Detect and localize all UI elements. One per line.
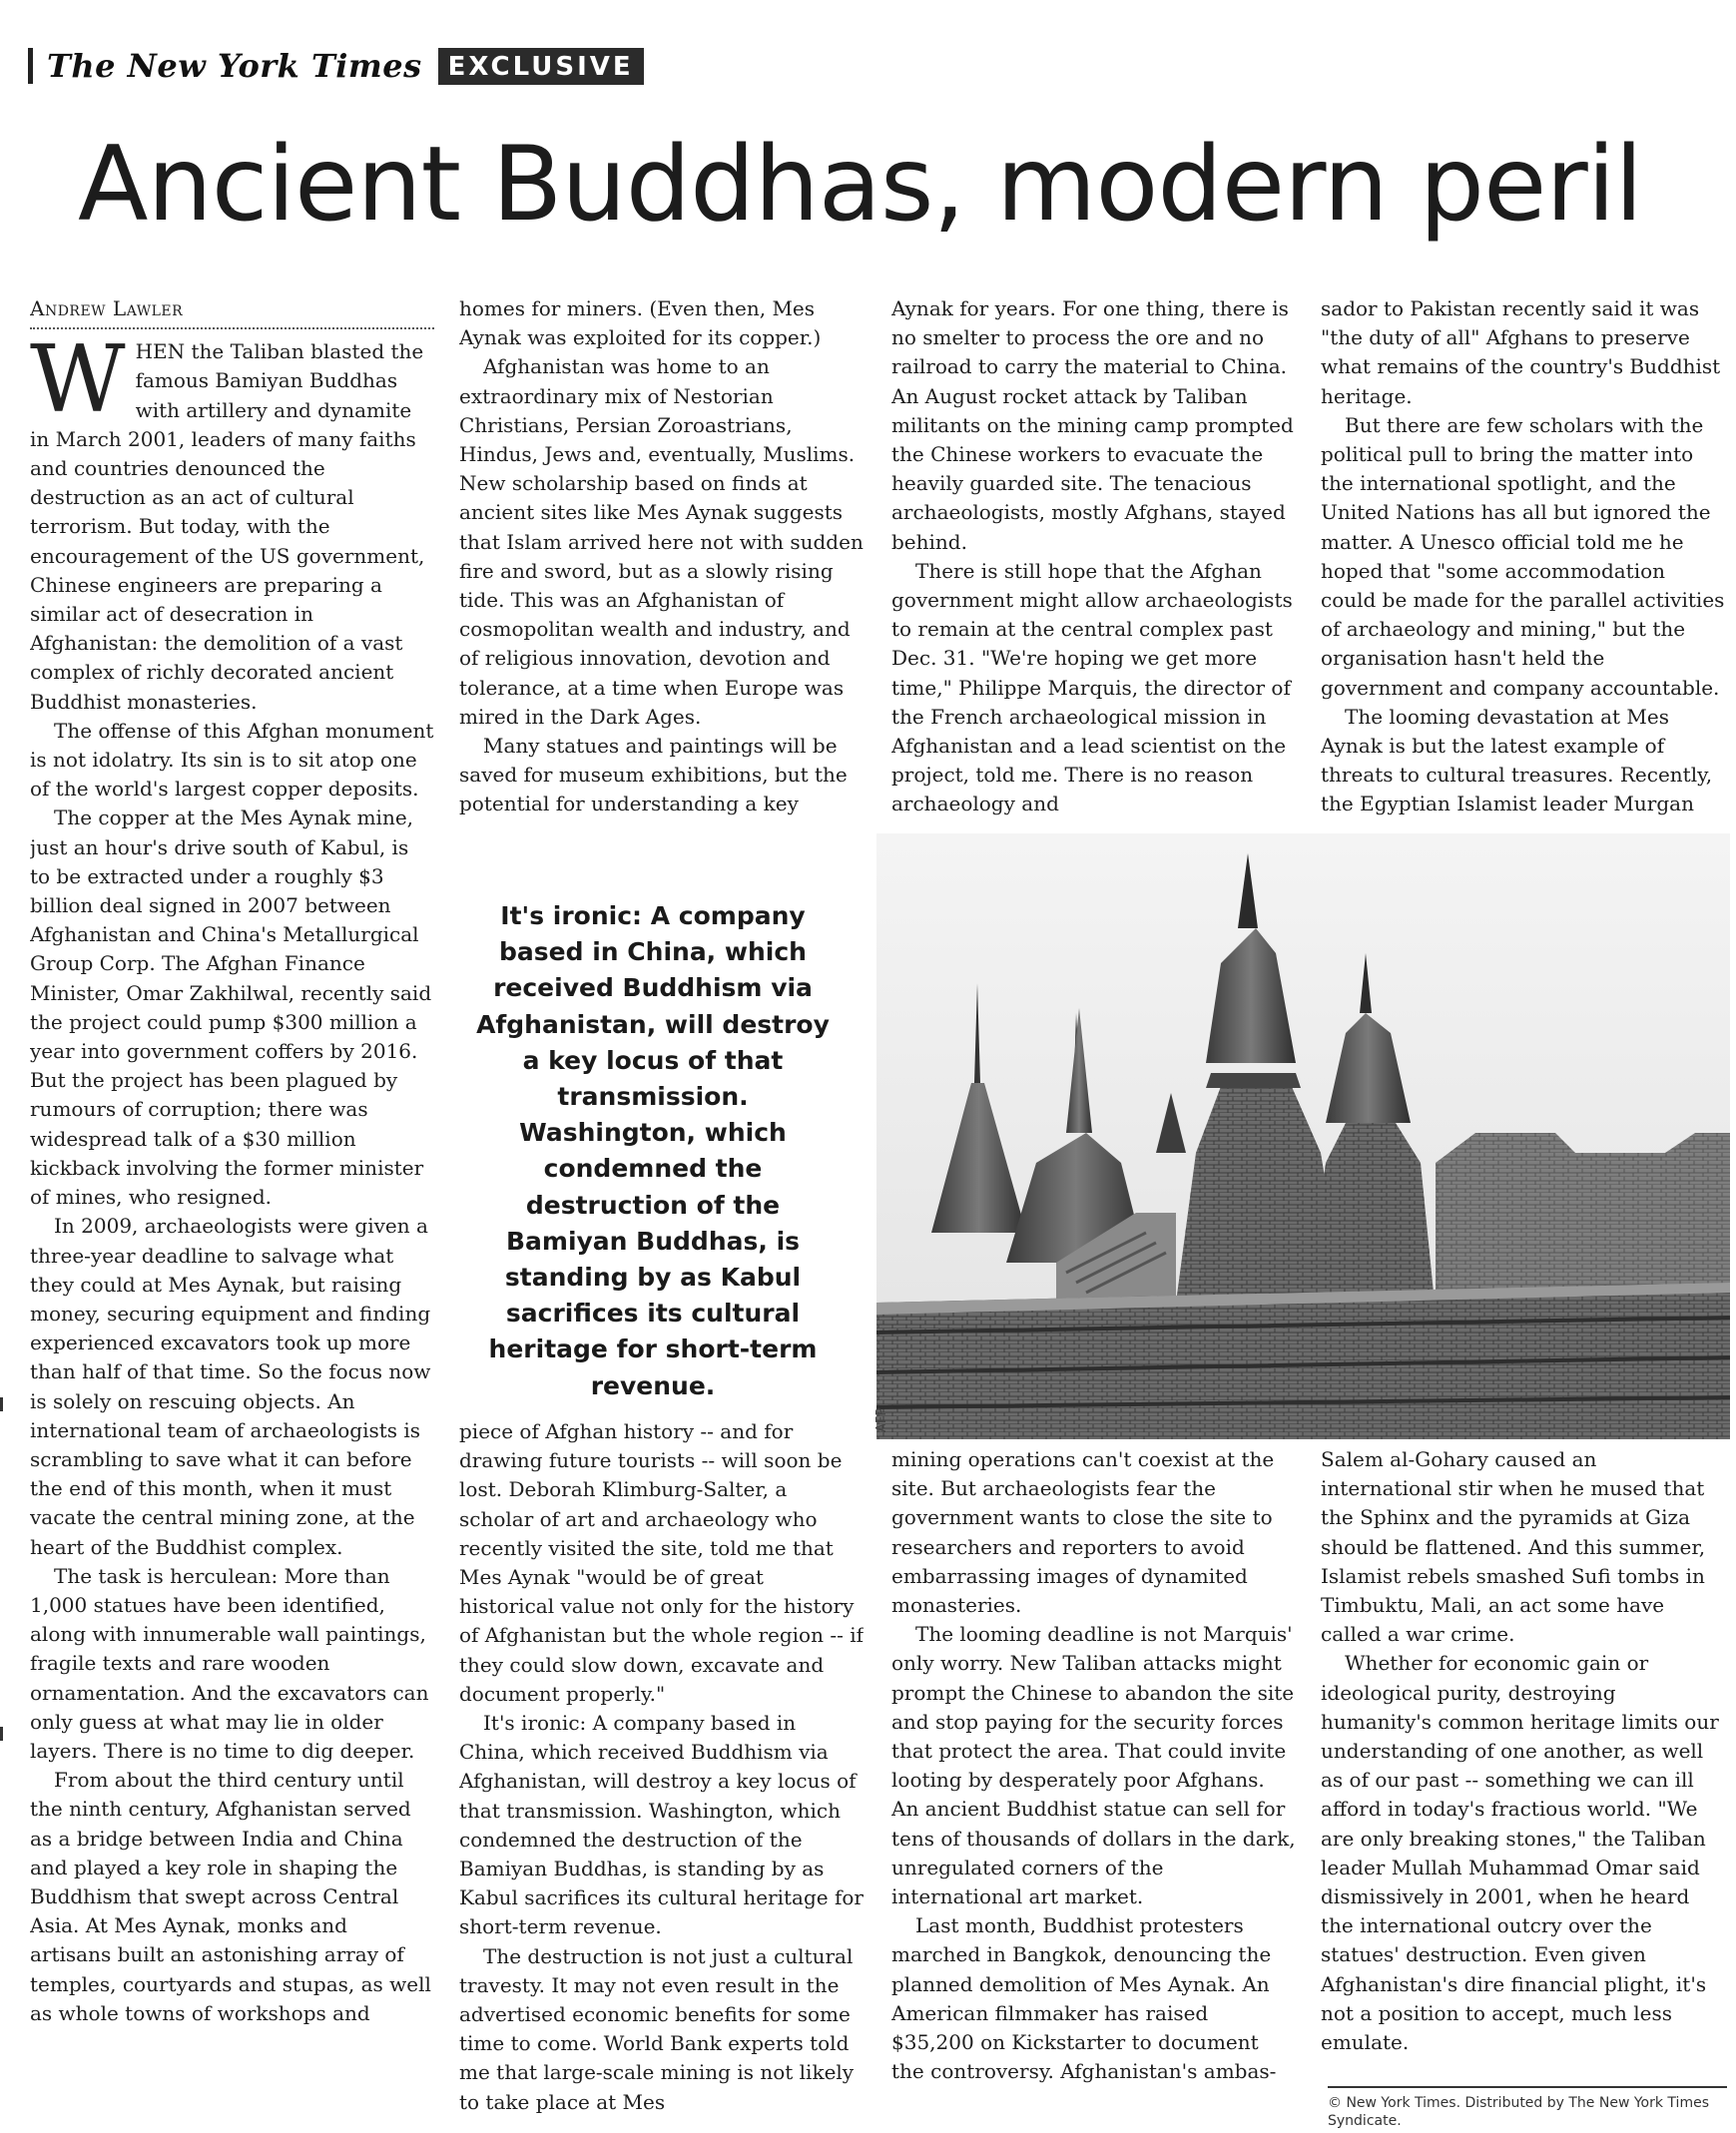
page-edge-mark	[0, 1727, 3, 1741]
article-column-3-bottom	[891, 1445, 1296, 2133]
paragraph: Afghanistan was home to an extraordinary mix of Nestorian Christians, Persian Zoroastrians, Hindus, Jews and, eventually, Muslims. New scholarship based on finds at ancient sites like Mes Aynak suggests that Islam arrived here not with sudden fire and sword, but as a slowly rising tide. This was an Afghanistan of cosmopolitan wealth and industry, and of religious innovation, devotion and tolerance, at a time when Europe was mired in the Dark Ages.	[459, 354, 864, 729]
photo-credit-text: AFP	[874, 1407, 889, 1432]
article-column-3-top	[891, 294, 1296, 828]
paragraph: The copper at the Mes Aynak mine, just an hour's drive south of Kabul, is to be extracted under a roughly $3 billion deal signed in 2007 between Afghanistan and China's Metallurgical Group Corp. The Afghan Finance Minister, Omar Zakhilwal, recently said the project could pump $300 million a year into government coffers by 2016. But the project has been plagued by rumours of corruption; there was widespread talk of a $30 million kickback involving the former minister of mines, who resigned.	[30, 805, 432, 1210]
pull-quote: It's ironic: A company based in China, which received Buddhism via Afghanistan, will destroy a key locus of that transmission. Washington, which condemned the destruction of the Bamiyan Buddhas, is standing by as Kabul sacrifices its cultural heritage for short-term revenue.	[476, 901, 830, 1400]
paragraph: homes for miners. (Even then, Mes Aynak was exploited for its copper.)	[459, 296, 822, 350]
paragraph: The looming deadline is not Marquis' only worry. New Taliban attacks might prompt the Chinese to abandon the site and stop paying for the security forces that protect the area. That could invite looting by desperately poor Afghans. An ancient Buddhist statue can sell for tens of thousands of dollars in the dark, unregulated corners of the international art market.	[891, 1622, 1296, 1909]
paragraph: WHEN the Taliban blasted the famous Bamiyan Buddhas with artillery and dynamite in March 2001, leaders of many faiths and countries denounced the destruction as an act of cultural terrorism. But today, with the encouragement of the US government, Chinese engineers are preparing a similar act of desecration in Afghanistan: the demolition of a vast complex of richly decorated ancient Buddhist monasteries.	[30, 325, 425, 714]
paragraph: Many statues and paintings will be saved for museum exhibitions, but the potential for understanding a key	[459, 734, 848, 816]
paragraph: The offense of this Afghan monument is not idolatry. Its sin is to sit atop one of the world's largest copper deposits.	[30, 718, 434, 801]
page-edge-mark	[0, 1397, 3, 1411]
masthead-rule	[28, 48, 33, 84]
article-column-1	[30, 294, 434, 2133]
paragraph: Last month, Buddhist protesters marched in Bangkok, denouncing the planned demolition of Mes Aynak. An American filmmaker has raised $35,200 on Kickstarter to document the controversy. Afghanistan's ambas-	[891, 1913, 1277, 2084]
article-column-2-bottom	[459, 1417, 864, 2133]
paragraph: But there are few scholars with the political pull to bring the matter into the international spotlight, and the United Nations has all but ignored the matter. A Unesco official told me he hoped that "some accommodation could be made for the parallel activities of archaeology and mining," but the organisation hasn't held the government and company accountable.	[1321, 412, 1725, 700]
article-column-4-bottom	[1321, 1445, 1725, 2084]
article-column-4-top	[1321, 294, 1725, 828]
byline: Andrew Lawler	[30, 294, 434, 329]
paragraph: Aynak for years. For one thing, there is no smelter to process the ore and no railroad to carry the material to China. An August rocket attack by Taliban militants on the mining camp prompted the Chinese workers to evacuate the heavily guarded site. The tenacious archaeologists, mostly Afghans, stayed behind.	[891, 296, 1294, 554]
paragraph: There is still hope that the Afghan government might allow archaeologists to remain at the central complex past Dec. 31. "We're hoping we get more time," Philippe Marquis, the director of the French archaeological mission in Afghanistan and a lead scientist on the project, told me. There is no reason archaeology and	[891, 558, 1293, 816]
paragraph: The destruction is not just a cultural travesty. It may not even result in the advertised economic benefits for some time to come. World Bank experts told me that large-scale mining is not likely to take place at Mes	[459, 1943, 855, 2114]
paragraph: It's ironic: A company based in China, which received Buddhism via Afghanistan, will destroy a key locus of that transmission. Washington, which condemned the destruction of the Bamiyan Buddhas, is standing by as Kabul sacrifices its cultural heritage for short-term revenue.	[459, 1711, 864, 1939]
exclusive-badge: EXCLUSIVE	[438, 48, 644, 85]
paragraph: piece of Afghan history -- and for drawing future tourists -- will soon be lost. Deborah Klimburg-Salter, a scholar of art and archaeology who recently visited the site, told me that Mes Aynak "would be of great historical value not only for the history of Afghanistan but the whole region -- if they could slow down, excavate and document properly."	[459, 1419, 864, 1706]
headline: Ancient Buddhas, modern peril	[78, 125, 1642, 245]
temple-photo	[876, 833, 1730, 1439]
paragraph: sador to Pakistan recently said it was "the duty of all" Afghans to preserve what remains of the country's Buddhist heritage.	[1321, 296, 1721, 408]
paragraph: The looming devastation at Mes Aynak is but the latest example of threats to cultural treasures. Recently, the Egyptian Islamist leader Murgan	[1321, 704, 1713, 816]
paragraph: From about the third century until the ninth century, Afghanistan served as a bridge between India and China and played a key role in shaping the Buddhism that swept across Central Asia. At Mes Aynak, monks and artisans built an astonishing array of temples, courtyards and stupas, as well as whole towns of workshops and	[30, 1768, 431, 2025]
paragraph: The task is herculean: More than 1,000 statues have been identified, along with innumerable wall paintings, fragile texts and rare wooden ornamentation. And the excavators can only guess at what may lie in older layers. There is no time to dig deeper.	[30, 1563, 429, 1763]
masthead	[28, 40, 644, 92]
copyright-note: © New York Times. Distributed by The New York Times Syndicate.	[1328, 2086, 1727, 2130]
paragraph: Whether for economic gain or ideological purity, destroying humanity's common heritage limits our understanding of one another, as well as of our past -- something we can ill afford in today's fractious world. "We are only breaking stones," the Taliban leader Mullah Muhammad Omar said dismissively in 2001, when he heard the international outcry over the statues' destruction. Even given Afghanistan's dire financial plight, it's not a position to accept, much less emulate.	[1321, 1651, 1719, 2055]
paragraph: In 2009, archaeologists were given a three-year deadline to salvage what they could at Mes Aynak, but raising money, securing equipment and finding experienced excavators took up more than half of that time. So the focus now is solely on rescuing objects. An international team of archaeologists is scrambling to save what it can before the end of this month, when it must vacate the central mining zone, at the heart of the Buddhist complex.	[30, 1214, 431, 1559]
article-column-2-top	[459, 294, 864, 853]
paragraph: Salem al-Gohary caused an international stir when he mused that the Sphinx and the pyramids at Giza should be flattened. And this summer, Islamist rebels smashed Sufi tombs in Timbuktu, Mali, an act some have called a war crime.	[1321, 1447, 1706, 1647]
photo-credit	[874, 1392, 898, 1432]
publication-name: The New York Times	[47, 47, 422, 85]
paragraph: mining operations can't coexist at the site. But archaeologists fear the government wants to close the site to researchers and reporters to avoid embarrassing images of dynamited monasteries.	[891, 1447, 1275, 1618]
